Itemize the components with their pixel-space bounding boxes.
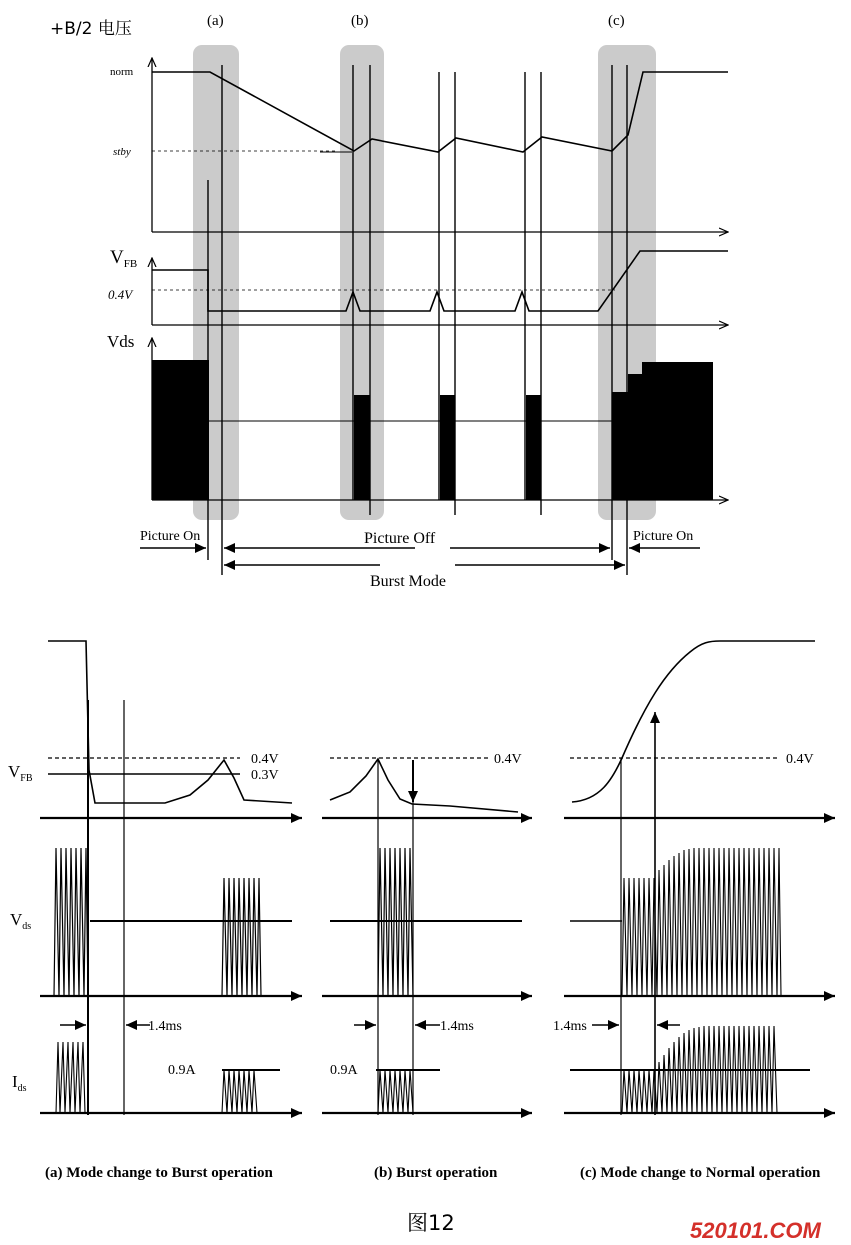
norm-label: norm <box>110 66 134 78</box>
panel-b <box>322 752 532 1115</box>
picture-on-right: Picture On <box>633 529 694 544</box>
a-ids-pulses-right <box>222 1070 257 1113</box>
panel-c <box>553 641 835 1115</box>
stby-label: stby <box>113 146 131 158</box>
timing-arrows <box>140 548 700 565</box>
marker-b: (b) <box>351 13 369 29</box>
top-diagram <box>50 13 728 590</box>
a-label-current: 0.9A <box>168 1063 196 1078</box>
a-vds-pulses-right <box>222 878 261 996</box>
picture-on-left: Picture On <box>140 529 201 544</box>
marker-a: (a) <box>207 13 224 29</box>
threshold-label: 0.4V <box>108 287 133 302</box>
vds-burst-3 <box>526 395 541 500</box>
figure-label: 图12 <box>407 1211 455 1235</box>
vds-burst-1 <box>354 395 370 500</box>
ids-bottom-label: $I_{ds}$ <box>12 1072 27 1094</box>
bottom-diagram <box>8 641 835 1181</box>
b-label-current: 0.9A <box>330 1063 358 1078</box>
a-label-time: 1.4ms <box>148 1019 182 1034</box>
a-vds-pulses-left <box>54 848 88 996</box>
vds-block-left <box>152 360 209 500</box>
vds-block-right-mid <box>628 374 642 500</box>
caption-b: (b) Burst operation <box>374 1165 498 1181</box>
a-label-03: 0.3V <box>251 768 279 783</box>
b-vfb-trace <box>330 759 518 812</box>
caption-c: (c) Mode change to Normal operation <box>580 1165 821 1181</box>
vds-block-right-low <box>612 392 628 500</box>
c-label-04: 0.4V <box>786 752 814 767</box>
b-label-04: 0.4V <box>494 752 522 767</box>
b-label-time: 1.4ms <box>440 1019 474 1034</box>
c-vds-pulses <box>622 848 781 996</box>
top-title: +B/2 电压 <box>50 19 132 39</box>
marker-c: (c) <box>608 13 625 29</box>
a-label-04: 0.4V <box>251 752 279 767</box>
vds-label: Vds <box>107 332 135 351</box>
b-ids-pulses <box>378 1070 413 1113</box>
watermark-logo: 520101.COM <box>690 1218 821 1243</box>
vds-burst-2 <box>440 395 455 500</box>
vfb-label: $V_{FB}$ <box>110 247 138 270</box>
burst-mode: Burst Mode <box>370 573 446 590</box>
vds-block-right-high <box>642 362 713 500</box>
picture-off: Picture Off <box>364 530 436 547</box>
vfb-bottom-label: $V_{FB}$ <box>8 762 33 784</box>
panel-a <box>40 641 302 1115</box>
c-vfb-trace <box>572 641 815 802</box>
vds-bottom-label: $V_{ds}$ <box>10 910 32 932</box>
caption-a: (a) Mode change to Burst operation <box>45 1165 273 1181</box>
c-label-time: 1.4ms <box>553 1019 587 1034</box>
a-ids-pulses-left <box>56 1042 85 1113</box>
